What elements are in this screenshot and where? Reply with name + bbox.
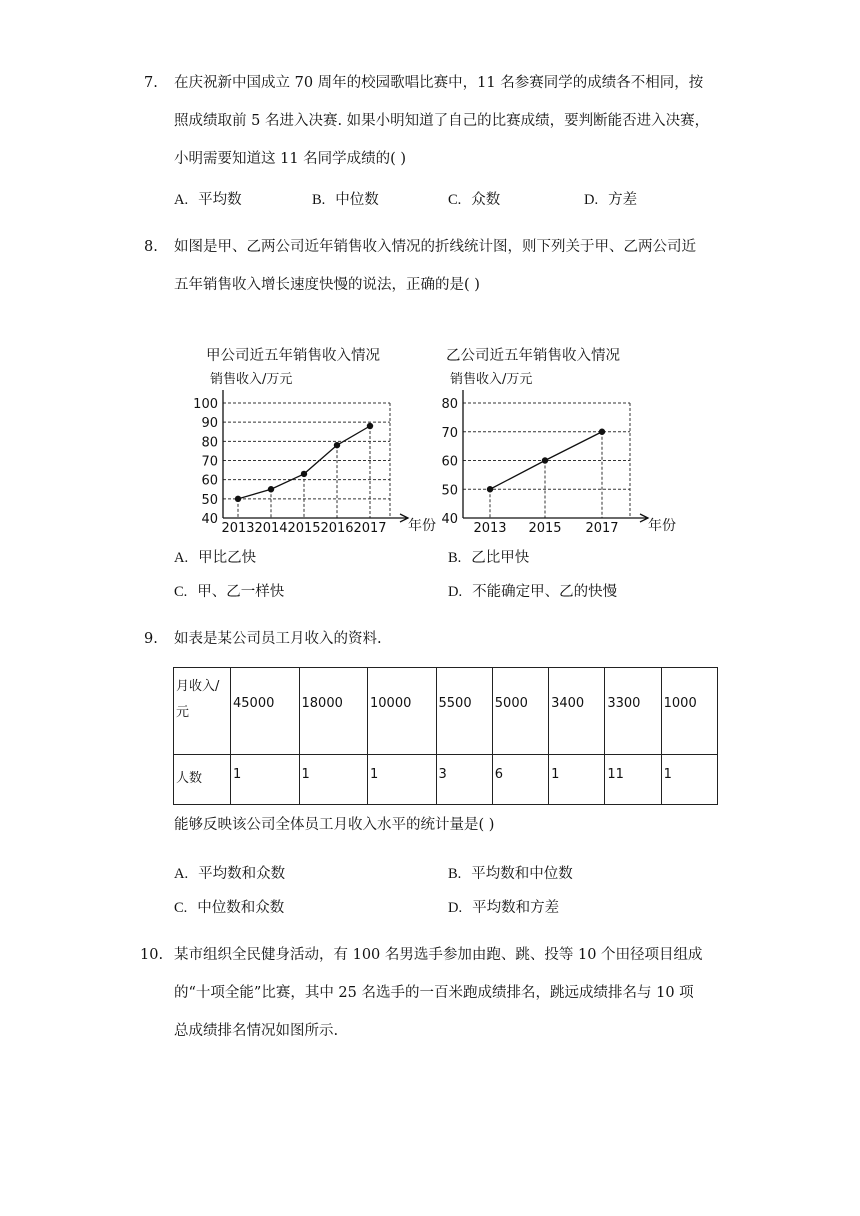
- table-header-cell: 月收入/ 元: [174, 668, 231, 755]
- option-a[interactable]: A. 平均数和众数: [174, 866, 286, 882]
- option-c[interactable]: C. 甲、乙一样快: [174, 584, 285, 600]
- option-b[interactable]: B. 平均数和中位数: [448, 866, 573, 882]
- table-row: [174, 668, 718, 755]
- stem-line: 如图是甲、乙两公司近年销售收入情况的折线统计图，则下列关于甲、乙两公司近: [174, 239, 696, 255]
- table-cell: 1: [661, 755, 717, 805]
- table-cell: 11: [605, 755, 661, 805]
- y-tick-label: 90: [201, 416, 218, 432]
- chart-title: 甲公司近五年销售收入情况: [206, 348, 380, 364]
- table-cell: 3: [436, 755, 492, 805]
- question-stem: [174, 622, 719, 656]
- stem-line: 在庆祝新中国成立 70 周年的校园歌唱比赛中，11 名参赛同学的成绩各不相同，按: [174, 75, 704, 91]
- table-cell: 5500: [436, 668, 492, 755]
- stem-line: 照成绩取前 5 名进入决赛. 如果小明知道了自己的比赛成绩，要判断能否进入决赛，: [174, 113, 710, 129]
- data-point: [334, 442, 340, 448]
- stem-line: 小明需要知道这 11 名同学成绩的( ): [174, 151, 407, 167]
- y-axis-label: 销售收入/万元: [210, 372, 293, 387]
- data-point: [268, 486, 274, 492]
- chart-yi-svg: [430, 338, 676, 538]
- data-point: [301, 471, 307, 477]
- question-stem: [174, 66, 719, 176]
- x-tick-label: 2017: [353, 521, 387, 536]
- option-b[interactable]: B. 乙比甲快: [448, 550, 530, 566]
- y-axis-label: 销售收入/万元: [450, 372, 533, 387]
- table-cell: 1: [231, 755, 300, 805]
- table-cell: 3300: [605, 668, 661, 755]
- stem-line: 总成绩排名情况如图所示.: [174, 1023, 339, 1039]
- y-tick-label: 60: [441, 454, 458, 470]
- x-tick-label: 2015: [528, 521, 562, 536]
- y-tick-label: 40: [201, 512, 218, 527]
- table-cell: 1: [549, 755, 605, 805]
- data-point: [235, 496, 241, 502]
- stem-line: 如表是某公司员工月收入的资料.: [174, 631, 382, 647]
- y-tick-label: 40: [441, 512, 458, 527]
- x-tick-label: 2016: [320, 521, 354, 536]
- x-tick-label: 2014: [254, 521, 288, 536]
- table-cell: 18000: [299, 668, 368, 755]
- option-b[interactable]: B. 中位数: [312, 192, 379, 208]
- option-a[interactable]: A. 甲比乙快: [174, 550, 257, 566]
- table-row: [174, 755, 718, 805]
- question-number: 9.: [144, 631, 158, 647]
- table-cell: 45000: [231, 668, 300, 755]
- chart-jia: [190, 338, 436, 542]
- x-axis-label: 年份: [648, 518, 676, 534]
- chart-title: 乙公司近五年销售收入情况: [446, 348, 620, 364]
- y-tick-label: 70: [441, 425, 458, 441]
- y-tick-label: 100: [193, 397, 218, 412]
- y-tick-label: 60: [201, 473, 218, 489]
- option-d[interactable]: D. 平均数和方差: [448, 900, 560, 916]
- stem-line: 的“十项全能”比赛，其中 25 名选手的一百米跑成绩排名，跳远成绩排名与 10 项: [174, 985, 694, 1001]
- stem-line: 某市组织全民健身活动，有 100 名男选手参加由跑、跳、投等 10 个田径项目组成: [174, 947, 703, 963]
- table-cell: 6: [492, 755, 548, 805]
- table-cell: 1000: [661, 668, 717, 755]
- option-c[interactable]: C. 众数: [448, 192, 501, 208]
- stem-line: 能够反映该公司全体员工月收入水平的统计量是( ): [174, 817, 495, 833]
- y-tick-label: 50: [201, 492, 218, 508]
- y-tick-label: 50: [441, 483, 458, 499]
- table-cell: 1: [368, 755, 437, 805]
- table-header-cell: 人数: [174, 755, 231, 805]
- option-d[interactable]: D. 不能确定甲、乙的快慢: [448, 584, 618, 600]
- table-cell: 10000: [368, 668, 437, 755]
- question-stem: [174, 938, 719, 1048]
- y-tick-label: 80: [201, 435, 218, 451]
- table-cell: 1: [299, 755, 368, 805]
- option-a[interactable]: A. 平均数: [174, 192, 242, 208]
- table-cell: 5000: [492, 668, 548, 755]
- chart-yi: [430, 338, 676, 542]
- question-number: 8.: [144, 239, 158, 255]
- option-d[interactable]: D. 方差: [584, 192, 638, 208]
- question-stem: [174, 808, 719, 842]
- option-c[interactable]: C. 中位数和众数: [174, 900, 285, 916]
- data-point: [367, 423, 373, 429]
- income-table: [173, 667, 718, 805]
- question-number: 7.: [144, 75, 158, 91]
- x-tick-label: 2015: [287, 521, 321, 536]
- data-point: [542, 457, 548, 463]
- chart-jia-svg: [190, 338, 436, 538]
- stem-line: 五年销售收入增长速度快慢的说法，正确的是( ): [174, 277, 480, 293]
- data-point: [599, 429, 605, 435]
- x-tick-label: 2017: [585, 521, 619, 536]
- question-stem: [174, 230, 719, 302]
- x-axis-label: 年份: [408, 518, 436, 534]
- y-tick-label: 80: [441, 397, 458, 412]
- x-tick-label: 2013: [221, 521, 255, 536]
- y-tick-label: 70: [201, 454, 218, 470]
- question-number: 10.: [140, 947, 164, 963]
- series-line: [238, 426, 370, 499]
- table-cell: 3400: [549, 668, 605, 755]
- x-tick-label: 2013: [473, 521, 507, 536]
- data-point: [487, 486, 493, 492]
